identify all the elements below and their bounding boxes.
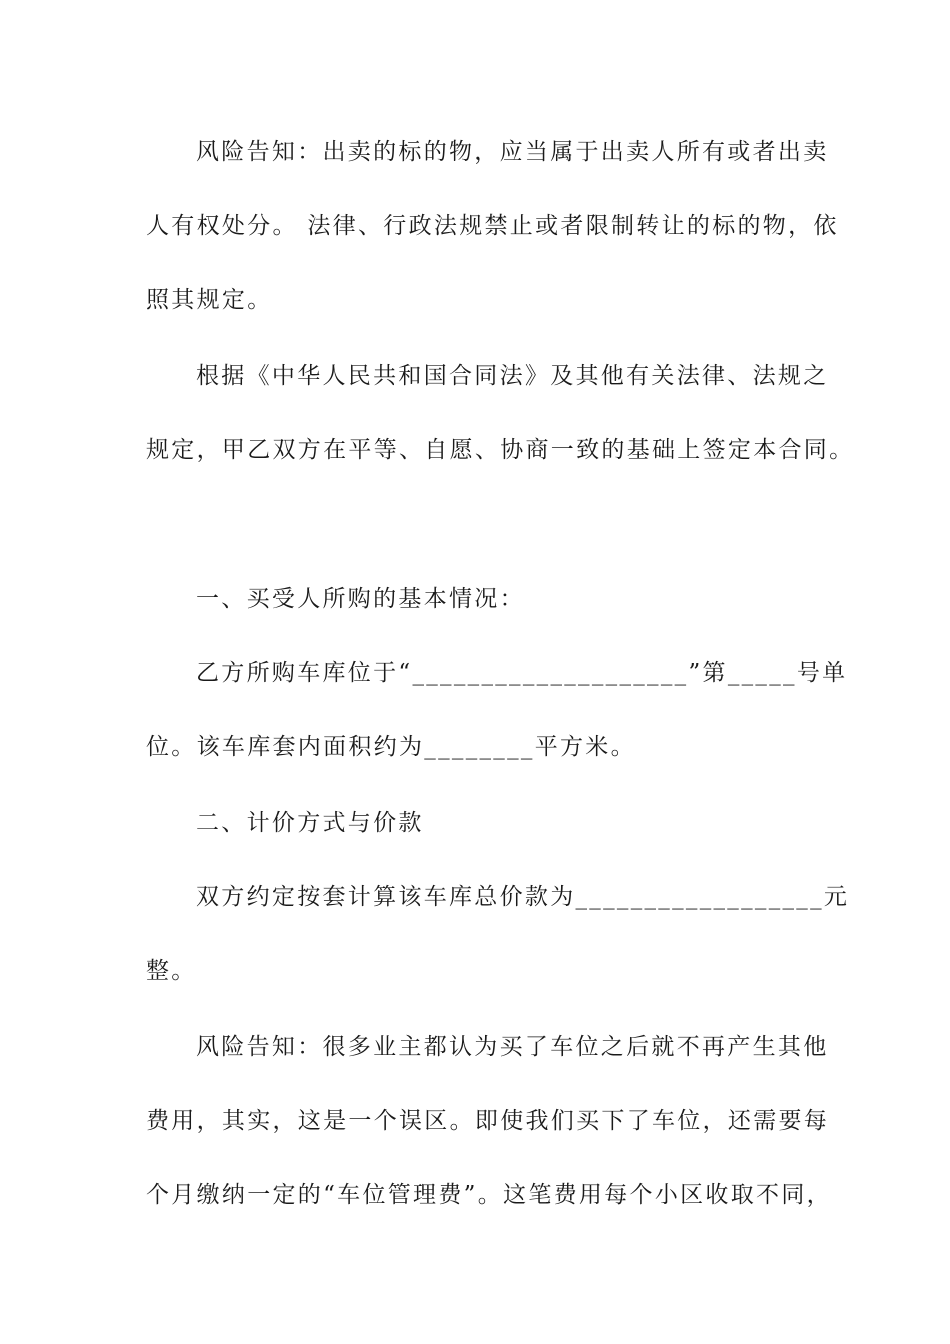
basis-paragraph-line-1: 根据《中华人民共和国合同法》及其他有关法律、法规之: [196, 363, 829, 389]
risk-notice-1-line-1: 风险告知：出卖的标的物，应当属于出卖人所有或者出卖: [196, 139, 829, 165]
risk-notice-2-line-3: 个月缴纳一定的“车位管理费”。这笔费用每个小区收取不同，: [146, 1182, 832, 1208]
risk-notice-1-line-2: 人有权处分。 法律、行政法规禁止或者限制转让的标的物，依: [146, 213, 839, 239]
garage-location-line-1: 乙方所购车库位于“____________________”第_____号单: [196, 660, 848, 686]
risk-notice-1-line-3: 照其规定。: [146, 287, 273, 313]
basis-paragraph-line-2: 规定，甲乙双方在平等、自愿、协商一致的基础上签定本合同。: [146, 437, 855, 463]
section-2-heading: 二、计价方式与价款: [196, 810, 424, 836]
price-line-1: 双方约定按套计算该车库总价款为__________________元: [196, 884, 850, 910]
risk-notice-2-line-2: 费用，其实，这是一个误区。即使我们买下了车位，还需要每: [146, 1108, 830, 1134]
section-1-heading: 一、买受人所购的基本情况：: [196, 586, 525, 612]
garage-location-line-2: 位。该车库套内面积约为________平方米。: [146, 734, 636, 760]
risk-notice-2-line-1: 风险告知：很多业主都认为买了车位之后就不再产生其他: [196, 1034, 829, 1060]
price-line-2: 整。: [146, 958, 197, 984]
